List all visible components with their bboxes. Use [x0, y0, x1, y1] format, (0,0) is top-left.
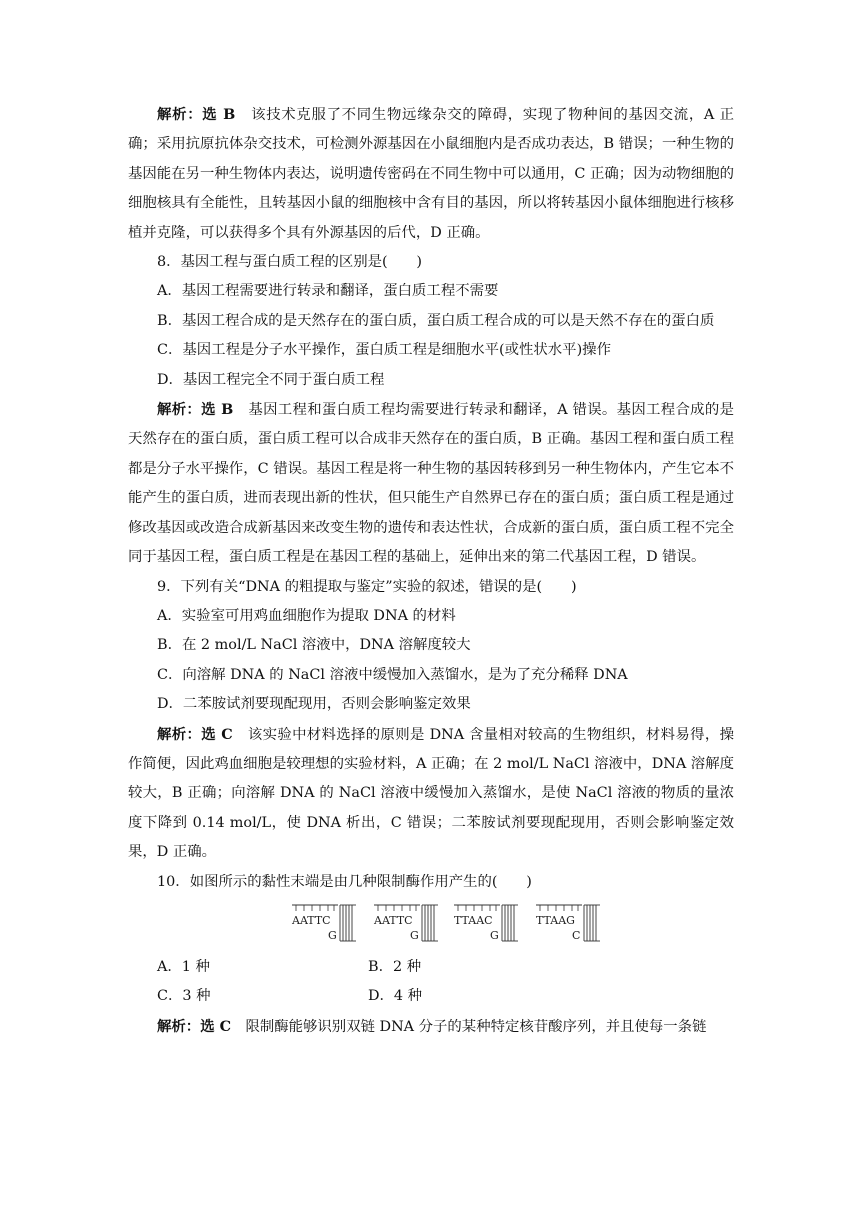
analysis-answer: 选 B — [201, 401, 234, 419]
document-content — [128, 100, 734, 1042]
sticky-end-1 — [290, 903, 364, 943]
top-strand-label: TTAAG — [536, 913, 575, 927]
analysis-answer: 选 C — [200, 1017, 232, 1035]
top-strand-label: AATTC — [374, 913, 413, 927]
q10-options-row-2 — [128, 982, 734, 1011]
top-strand-label: AATTC — [292, 913, 331, 927]
analysis-label: 解析： — [157, 401, 202, 419]
analysis-text: 限制酶能够识别双链 DNA 分子的某种特定核苷酸序列，并且使每一条链 — [245, 1018, 707, 1035]
q8-option-d: D．基因工程完全不同于蛋白质工程 — [157, 371, 385, 388]
analysis-answer: 选 B — [202, 106, 236, 123]
q8-analysis — [128, 395, 734, 572]
bottom-strand-label: G — [490, 928, 499, 942]
sticky-end-3 — [452, 903, 526, 943]
q10-stem: 10．如图所示的黏性末端是由几种限制酶作用产生的( ) — [157, 873, 532, 890]
q9-option-d: D．二苯胺试剂要现配现用，否则会影响鉴定效果 — [157, 696, 471, 713]
q10-options-row-1 — [128, 953, 734, 982]
q9-option-b: B．在 2 mol/L NaCl 溶液中，DNA 溶解度较大 — [157, 637, 471, 654]
sticky-end-2 — [372, 903, 446, 943]
q8-stem: 8．基因工程与蛋白质工程的区别是( ) — [157, 254, 423, 271]
q10-analysis — [128, 1012, 734, 1042]
q10-option-b: B．2 种 — [368, 958, 422, 975]
q9-stem: 9．下列有关“DNA 的粗提取与鉴定”实验的叙述，错误的是( ) — [157, 578, 577, 595]
q10-option-c: C．3 种 — [157, 988, 211, 1005]
sticky-ends-figure — [128, 899, 734, 949]
bottom-strand-label: G — [410, 928, 419, 942]
bottom-strand-label: G — [328, 928, 337, 942]
q7-analysis — [128, 100, 734, 248]
analysis-text: 基因工程和蛋白质工程均需要进行转录和翻译，A 错误。基因工程合成的是天然存在的蛋白质，蛋白质工程可以合成非天然存在的蛋白质，B 正确。基因工程和蛋白质工程都是分子水平操作，C 错误。基因工程是将一种生物的基因转移到另一种生物体内，产生它本不能产生的蛋白质，进而表现出新的性状，但只能生产自然界已存在的蛋白质；蛋白质工程是通过修改基因或改造合成新基因来改变生物的遗传和表达性状，合成新的蛋白质，蛋白质工程不完全同于基因工程，蛋白质工程是在基因工程的基础上，延伸出来的第二代基因工程，D 错误。 — [128, 402, 734, 566]
analysis-label: 解析： — [157, 1017, 201, 1035]
analysis-label: 解析： — [157, 725, 202, 743]
q9-analysis — [128, 720, 734, 868]
q8-option-b: B．基因工程合成的是天然存在的蛋白质，蛋白质工程合成的可以是天然不存在的蛋白质 — [157, 312, 715, 329]
top-strand-label: TTAAC — [454, 913, 493, 927]
q10-option-d: D．4 种 — [368, 988, 423, 1005]
q10-option-a: A．1 种 — [157, 958, 210, 975]
analysis-text: 该技术克服了不同生物远缘杂交的障碍，实现了物种间的基因交流，A 正确；采用抗原抗体杂交技术，可检测外源基因在小鼠细胞内是否成功表达，B 错误；一种生物的基因能在另一种生物体内表达，说明遗传密码在不同生物中可以通用，C 正确；因为动物细胞的细胞核具有全能性，且转基因小鼠的细胞核中含有目的基因，所以将转基因小鼠体细胞进行核移植并克隆，可以获得多个具有外源基因的后代，D 正确。 — [128, 107, 734, 241]
sticky-end-4 — [534, 903, 608, 943]
q8-option-a: A．基因工程需要进行转录和翻译，蛋白质工程不需要 — [157, 283, 499, 300]
bottom-strand-label: C — [572, 928, 581, 942]
q9-option-a: A．实验室可用鸡血细胞作为提取 DNA 的材料 — [157, 607, 456, 624]
analysis-label: 解析： — [157, 106, 203, 123]
q8-option-c: C．基因工程是分子水平操作，蛋白质工程是细胞水平(或性状水平)操作 — [157, 342, 611, 359]
analysis-answer: 选 C — [201, 725, 233, 743]
q9-option-c: C．向溶解 DNA 的 NaCl 溶液中缓慢加入蒸馏水，是为了充分稀释 DNA — [157, 666, 628, 683]
analysis-text: 该实验中材料选择的原则是 DNA 含量相对较高的生物组织，材料易得，操作简便，因此鸡血细胞是较理想的实验材料，A 正确；在 2 mol/L NaCl 溶液中，DNA 溶解度较大，B 正确；向溶解 DNA 的 NaCl 溶液中缓慢加入蒸馏水，是使 NaCl 溶液的物质的量浓度下降到 0.14 mol/L，使 DNA 析出，C 错误；二苯胺试剂要现配现用，否则会影响鉴定效果，D 正确。 — [128, 726, 734, 861]
